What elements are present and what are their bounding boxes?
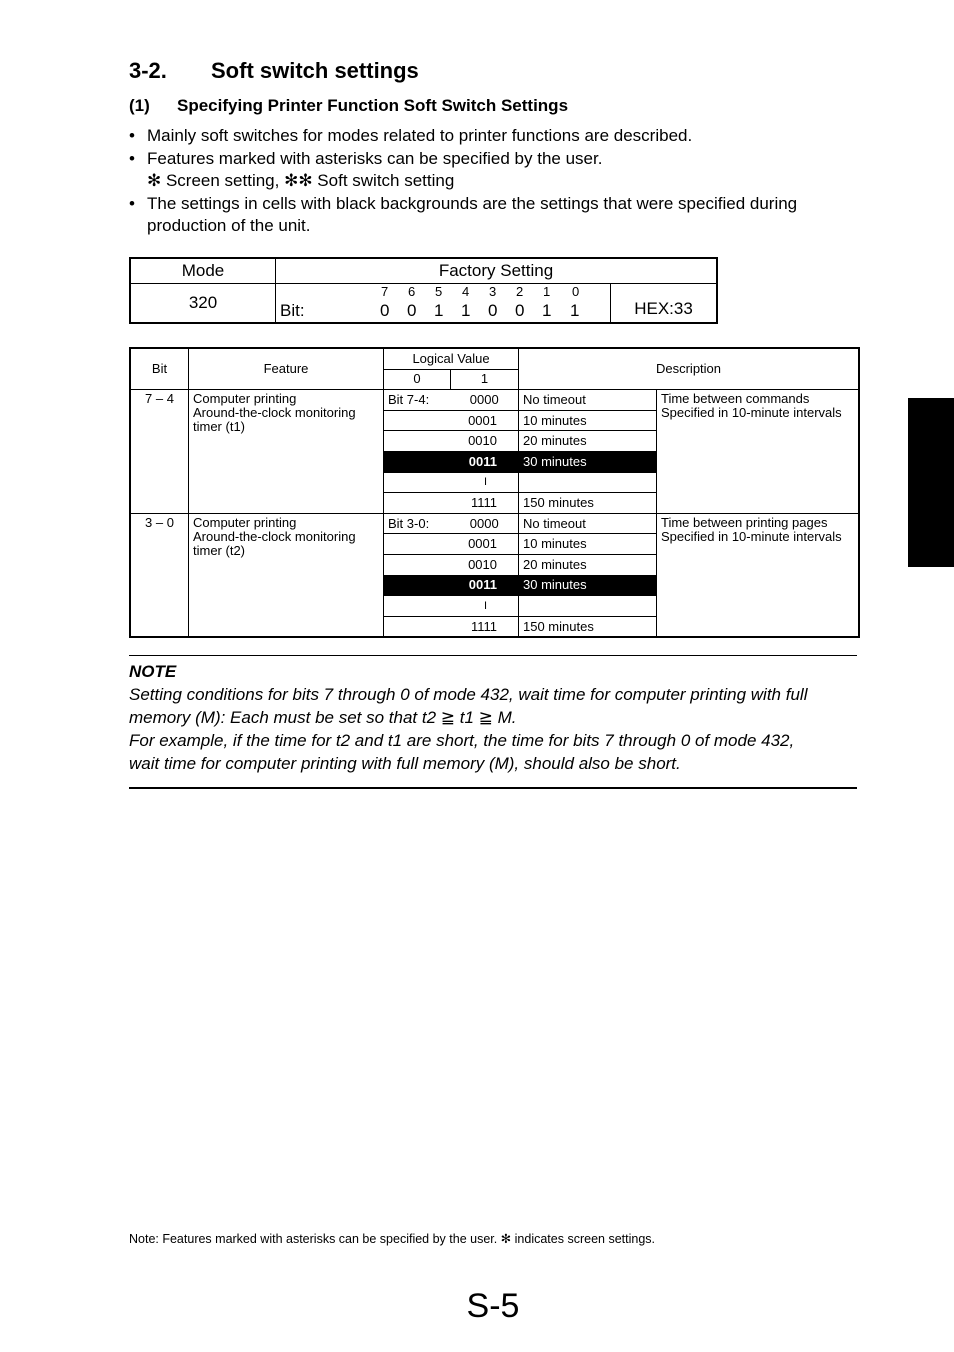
feature-line: Computer printing [193,391,297,407]
subsection-heading [129,96,568,116]
value-text: No timeout [519,513,657,534]
value-code: 0000 [451,513,519,534]
feature-line: timer (t1) [193,419,245,435]
header-logical-value: Logical Value [384,348,519,369]
bit-value: 1 [542,300,552,320]
bullet-mark: • [129,148,135,168]
note-line: memory (M): Each must be set so that t2 ≧ t1 ≧ M. [129,708,517,727]
note-line: For example, if the time for t2 and t1 are short, the time for bits 7 through 0 of mode 432, [129,731,795,750]
value-text: 30 minutes [519,575,657,596]
note-line: wait time for computer printing with full memory (M), should also be short. [129,754,681,773]
bullet-line: Mainly soft switches for modes related to printer functions are described. [147,126,693,145]
bit-value: 1 [434,300,444,320]
feature-line: Computer printing [193,514,297,530]
bullet-line: production of the unit. [147,216,311,235]
value-code: 0011 [384,575,519,596]
value-text: No timeout [519,390,657,411]
bit-value: 0 [515,300,525,320]
feature-line: Around-the-clock monitoring [193,405,356,421]
bullet-line: ✻ Screen setting, ✻✻ Soft switch setting [147,171,455,190]
group-bit-label: Bit 7-4: [384,390,451,411]
group-bit-label: Bit 3-0: [384,513,451,534]
description-line: Specified in 10-minute intervals [661,528,842,544]
mode-header: Mode [130,258,276,283]
value-text: 150 minutes [519,493,657,514]
value-code: I [384,472,519,493]
note-title: NOTE [129,662,177,681]
feature-line: Around-the-clock monitoring [193,528,356,544]
group-bit: 3 – 0 [130,513,189,637]
bit-position: 1 [543,283,551,299]
table-row [130,390,859,411]
bit-value: 1 [570,300,580,320]
value-text [519,472,657,493]
bit-label: Bit: [280,300,305,320]
value-text [519,596,657,617]
value-text: 10 minutes [519,410,657,431]
note-box [129,655,857,789]
mode-setting-table [129,257,718,324]
subsection-title: Specifying Printer Function Soft Switch Settings [177,96,569,115]
bullet-line: Features marked with asterisks can be specified by the user. [147,148,603,168]
bit-position: 0 [572,283,580,299]
value-code: 0011 [384,451,519,472]
bit-position: 6 [408,283,416,299]
bit-value: 0 [380,300,390,320]
mode-value: 320 [130,283,276,323]
value-code: 0010 [384,431,519,452]
value-text: 20 minutes [519,431,657,452]
value-text: 150 minutes [519,616,657,637]
description-line: Specified in 10-minute intervals [661,405,842,421]
section-heading [129,58,419,84]
footnote: Note: Features marked with asterisks can be specified by the user. ✻ indicates screen settings. [129,1232,656,1246]
header-feature: Feature [189,348,384,390]
bit-value: 0 [407,300,417,320]
header-description: Description [519,348,860,390]
value-code: 0001 [384,534,519,555]
group-description [657,390,860,514]
value-code: 1111 [384,616,519,637]
value-code: 0010 [384,554,519,575]
value-code: 0001 [384,410,519,431]
bullet-line: The settings in cells with black backgrounds are the settings that were specified during [147,193,798,213]
note-line: Setting conditions for bits 7 through 0 of mode 432, wait time for computer printing with full [129,685,808,704]
intro-bullet-list [129,125,859,238]
bit-grid [276,284,610,322]
bullet-mark: • [129,126,135,145]
header-lv-1: 1 [451,369,519,390]
value-text: 20 minutes [519,554,657,575]
bit-value: 1 [461,300,471,320]
value-text: 10 minutes [519,534,657,555]
section-title: Soft switch settings [211,58,419,83]
page-number: S-5 [466,1287,520,1325]
value-code: 1111 [384,493,519,514]
feature-line: timer (t2) [193,542,245,558]
group-feature [189,513,384,637]
table-row [130,513,859,534]
group-bit: 7 – 4 [130,390,189,514]
bit-value: 0 [488,300,498,320]
factory-setting-header: Factory Setting [276,258,718,283]
value-text: 30 minutes [519,451,657,472]
header-lv-0: 0 [384,369,451,390]
bullet-item [129,148,859,193]
group-feature [189,390,384,514]
description-line: Time between commands [661,391,810,407]
bit-values-cell [276,283,611,323]
section-tab-marker [908,398,954,567]
bullet-mark: • [129,193,135,213]
bullet-item [129,193,859,238]
description-line: Time between printing pages [661,514,828,530]
hex-value: HEX:33 [611,283,718,323]
bit-position: 7 [381,283,389,299]
section-number: 3-2. [129,58,167,83]
bullet-item [129,125,859,148]
feature-table [129,347,860,638]
value-code: 0000 [451,390,519,411]
bit-position: 5 [435,283,443,299]
bit-position: 2 [516,283,524,299]
bit-position: 3 [489,283,497,299]
bit-position: 4 [462,283,470,299]
group-description [657,513,860,637]
value-code: I [384,596,519,617]
header-bit: Bit [130,348,189,390]
subsection-number: (1) [129,96,150,115]
